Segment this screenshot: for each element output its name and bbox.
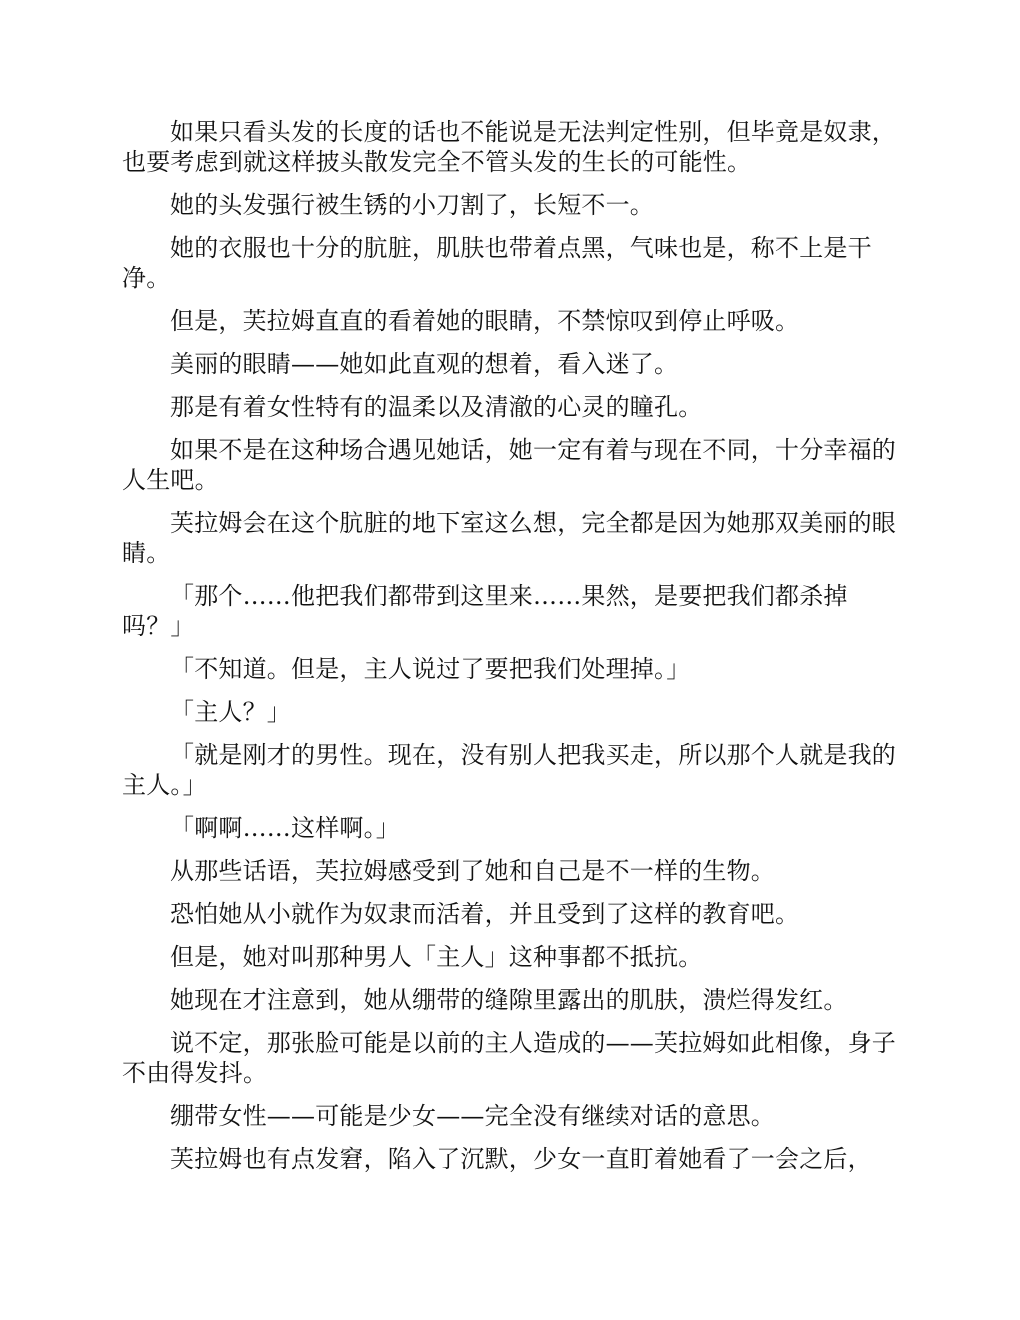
paragraph: 但是，她对叫那种男人「主人」这种事都不抵抗。 bbox=[170, 943, 703, 971]
paragraph: 但是，芙拉姆直直的看着她的眼睛，不禁惊叹到停止呼吸。 bbox=[170, 307, 800, 335]
paragraph: 美丽的眼睛——她如此直观的想着，看入迷了。 bbox=[170, 350, 679, 378]
paragraph: 绷带女性——可能是少女——完全没有继续对话的意思。 bbox=[170, 1102, 775, 1130]
paragraph: 恐怕她从小就作为奴隶而活着，并且受到了这样的教育吧。 bbox=[170, 900, 800, 928]
dialogue-line: 「那个……他把我们都带到这里来……果然，是要把我们都杀掉吗？」 bbox=[122, 582, 848, 640]
paragraph: 说不定，那张脸可能是以前的主人造成的——芙拉姆如此相像，身子不由得发抖。 bbox=[122, 1029, 896, 1087]
paragraph: 她的衣服也十分的肮脏，肌肤也带着点黑，气味也是，称不上是干净。 bbox=[122, 234, 872, 292]
dialogue-line: 「主人？」 bbox=[170, 698, 291, 726]
paragraph: 如果只看头发的长度的话也不能说是无法判定性别，但毕竟是奴隶，也要考虑到就这样披头散发完全不管头发的生长的可能性。 bbox=[122, 118, 896, 176]
document-page bbox=[122, 117, 898, 1187]
dialogue-line: 「就是刚才的男性。现在，没有别人把我买走，所以那个人就是我的主人。」 bbox=[122, 741, 896, 799]
paragraph: 她现在才注意到，她从绷带的缝隙里露出的肌肤，溃烂得发红。 bbox=[170, 986, 848, 1014]
paragraph: 如果不是在这种场合遇见她话，她一定有着与现在不同，十分幸福的人生吧。 bbox=[122, 436, 896, 494]
paragraph: 芙拉姆也有点发窘，陷入了沉默，少女一直盯着她看了一会之后， bbox=[170, 1145, 872, 1173]
dialogue-line: 「不知道。但是，主人说过了要把我们处理掉。」 bbox=[170, 655, 691, 683]
paragraph: 她的头发强行被生锈的小刀割了，长短不一。 bbox=[170, 191, 654, 219]
paragraph: 那是有着女性特有的温柔以及清澈的心灵的瞳孔。 bbox=[170, 393, 703, 421]
paragraph: 芙拉姆会在这个肮脏的地下室这么想，完全都是因为她那双美丽的眼睛。 bbox=[122, 509, 896, 567]
dialogue-line: 「啊啊……这样啊。」 bbox=[170, 814, 400, 842]
paragraph: 从那些话语，芙拉姆感受到了她和自己是不一样的生物。 bbox=[170, 857, 775, 885]
